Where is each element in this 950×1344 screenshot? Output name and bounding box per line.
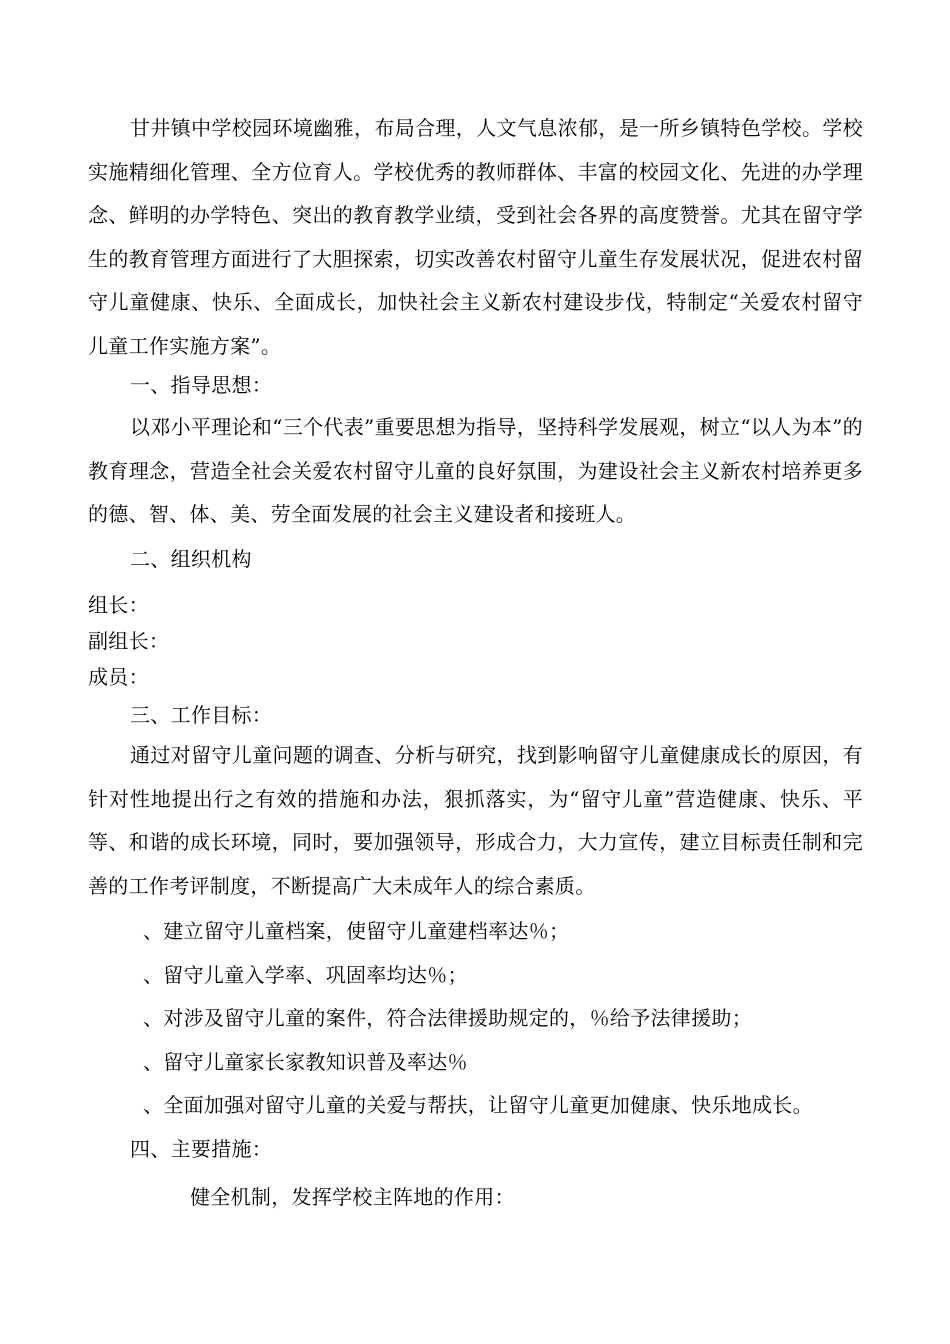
- section-4-heading: 四、主要措施：: [130, 1137, 273, 1161]
- goal-item: 、全面加强对留守儿童的关爱与帮扶，让留守儿童更加健康、快乐地成长。: [143, 1093, 813, 1117]
- section-1-body: 以邓小平理论和“三个代表”重要思想为指导，坚持科学发展观，树立“以人为本”的教育理念，营造全社会关爱农村留守儿童的良好氛围，为建设社会主义新农村培养更多的德、智、体、美、劳全面发展的社会主义建设者和接班人。: [88, 415, 863, 526]
- section-2-heading: 二、组织机构: [130, 547, 252, 571]
- group-leader-label: 组长：: [88, 593, 149, 617]
- section-4-subheading: 健全机制，发挥学校主阵地的作用：: [190, 1185, 515, 1209]
- goal-item: 、对涉及留守儿童的案件，符合法律援助规定的，％给予法律援助；: [143, 1006, 752, 1030]
- deputy-leader-label: 副组长：: [88, 629, 170, 653]
- section-1-heading: 一、指导思想：: [130, 373, 273, 397]
- intro-paragraph: 甘井镇中学校园环境幽雅，布局合理，人文气息浓郁，是一所乡镇特色学校。学校实施精细化管理、全方位育人。学校优秀的教师群体、丰富的校园文化、先进的办学理念、鲜明的办学特色、突出的教育教学业绩，受到社会各界的高度赞誉。尤其在留守学生的教育管理方面进行了大胆探索，切实改善农村留守儿童生存发展状况，促进农村留守儿童健康、快乐、全面成长，加快社会主义新农村建设步伐，特制定“关爱农村留守儿童工作实施方案”。: [88, 116, 863, 358]
- goal-item: 、建立留守儿童档案，使留守儿童建档率达％；: [143, 919, 570, 943]
- goal-item: 、留守儿童入学率、巩固率均达％；: [143, 963, 468, 987]
- goal-item: 、留守儿童家长家教知识普及率达％: [143, 1050, 468, 1074]
- section-3-heading: 三、工作目标：: [130, 703, 273, 727]
- members-label: 成员：: [88, 665, 149, 689]
- section-3-body: 通过对留守儿童问题的调查、分析与研究，找到影响留守儿童健康成长的原因，有针对性地提出行之有效的措施和办法，狠抓落实，为“留守儿童”营造健康、快乐、平等、和谐的成长环境，同时，要加强领导，形成合力，大力宣传，建立目标责任制和完善的工作考评制度，不断提高广大未成年人的综合素质。: [88, 743, 863, 898]
